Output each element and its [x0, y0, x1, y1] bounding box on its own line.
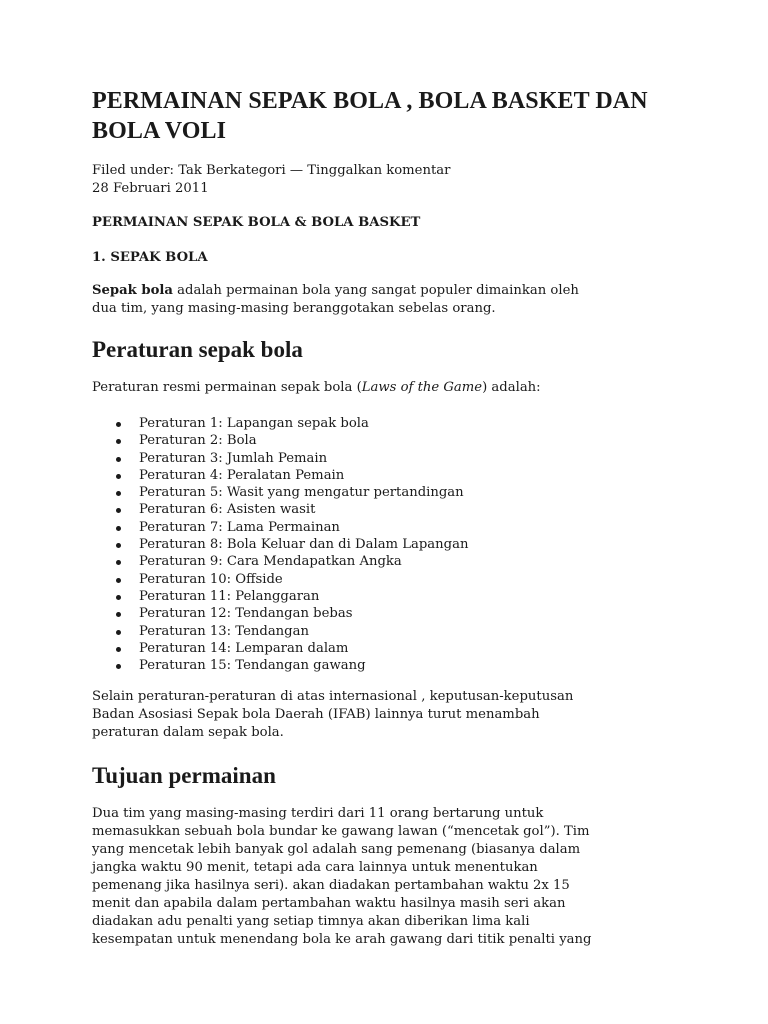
rule-text: Peraturan 10: Offside	[139, 571, 283, 587]
bullet-icon	[116, 439, 121, 444]
bullet-icon	[116, 560, 121, 565]
goal-line: Dua tim yang masing-masing terdiri dari 11 orang bertarung untuk	[92, 806, 544, 822]
document-body	[92, 86, 692, 949]
rule-text: Peraturan 6: Asisten wasit	[139, 502, 316, 518]
list-item	[92, 536, 692, 553]
bullet-icon	[116, 630, 121, 635]
rules-intro-after: ) adalah:	[482, 380, 541, 395]
list-item	[92, 605, 692, 622]
goal-heading: Tujuan permainan	[92, 763, 276, 789]
document-title	[92, 86, 692, 146]
bullet-icon	[116, 526, 121, 531]
intro-bold-term: Sepak bola	[92, 283, 173, 298]
bullet-icon	[116, 595, 121, 600]
intro-line-2: dua tim, yang masing-masing beranggotakan sebelas orang.	[92, 301, 496, 316]
goal-line: yang mencetak lebih banyak gol adalah sang pemenang (biasanya dalam	[92, 842, 581, 858]
list-item	[92, 415, 692, 432]
bullet-icon	[116, 664, 121, 669]
bullet-icon	[116, 474, 121, 479]
list-item	[92, 640, 692, 657]
goal-line: kesempatan untuk menendang bola ke arah gawang dari titik penalti yang	[92, 932, 592, 948]
list-item	[92, 623, 692, 640]
bullet-icon	[116, 543, 121, 548]
list-item	[92, 501, 692, 518]
bullet-icon	[116, 578, 121, 583]
bullet-icon	[116, 612, 121, 617]
rule-text: Peraturan 2: Bola	[139, 433, 257, 449]
rule-text: Peraturan 4: Peralatan Pemain	[139, 467, 345, 483]
filed-under-line: Filed under: Tak Berkategori — Tinggalkan komentar	[92, 163, 451, 178]
intro-paragraph	[92, 282, 692, 318]
post-meta	[92, 162, 692, 198]
list-item	[92, 432, 692, 449]
rule-text: Peraturan 11: Pelanggaran	[139, 588, 320, 604]
post-date: 28 Februari 2011	[92, 181, 209, 196]
rule-text: Peraturan 5: Wasit yang mengatur pertandingan	[139, 485, 464, 501]
list-item	[92, 519, 692, 536]
rule-text: Peraturan 3: Jumlah Pemain	[139, 450, 328, 466]
rule-text: Peraturan 12: Tendangan bebas	[139, 606, 353, 622]
goal-line: menit dan apabila dalam pertambahan waktu hasilnya masih seri akan	[92, 896, 566, 912]
bullet-icon	[116, 491, 121, 496]
section-heading: PERMAINAN SEPAK BOLA & BOLA BASKET	[92, 215, 421, 230]
bullet-icon	[116, 508, 121, 513]
goal-line: memasukkan sebuah bola bundar ke gawang lawan (“mencetak gol”). Tim	[92, 824, 590, 840]
after-rules-paragraph	[92, 688, 692, 742]
bullet-icon	[116, 422, 121, 427]
list-item	[92, 467, 692, 484]
intro-line-1-rest: adalah permainan bola yang sangat populer dimainkan oleh	[172, 283, 579, 298]
list-item	[92, 450, 692, 467]
rules-intro-paragraph	[92, 379, 692, 397]
list-item	[92, 588, 692, 605]
bullet-icon	[116, 457, 121, 462]
rule-text: Peraturan 14: Lemparan dalam	[139, 640, 349, 656]
rule-text: Peraturan 13: Tendangan	[139, 623, 309, 639]
goal-paragraph	[92, 805, 692, 949]
rules-heading: Peraturan sepak bola	[92, 337, 303, 362]
rules-intro-italic: Laws of the Game	[361, 380, 483, 395]
list-item	[92, 484, 692, 501]
rule-text: Peraturan 15: Tendangan gawang	[139, 658, 366, 674]
goal-line: pemenang jika hasilnya seri). akan diadakan pertambahan waktu 2x 15	[92, 878, 570, 894]
rule-text: Peraturan 9: Cara Mendapatkan Angka	[139, 554, 402, 570]
after-rules-line: peraturan dalam sepak bola.	[92, 725, 284, 741]
after-rules-line: Badan Asosiasi Sepak bola Daerah (IFAB) lainnya turut menambah	[92, 707, 540, 723]
document-title-line-1: PERMAINAN SEPAK BOLA , BOLA BASKET DAN	[92, 88, 648, 114]
document-title-line-2: BOLA VOLI	[92, 118, 227, 144]
rule-text: Peraturan 1: Lapangan sepak bola	[139, 416, 369, 431]
sub-heading-sepak-bola: 1. SEPAK BOLA	[92, 250, 208, 265]
list-item	[92, 571, 692, 588]
goal-line: jangka waktu 90 menit, tetapi ada cara lainnya untuk menentukan	[92, 860, 538, 876]
bullet-icon	[116, 647, 121, 652]
rule-text: Peraturan 7: Lama Permainan	[139, 519, 340, 535]
rules-list	[92, 415, 692, 674]
list-item	[92, 553, 692, 570]
goal-line: diadakan adu penalti yang setiap timnya akan diberikan lima kali	[92, 914, 530, 930]
rules-intro-before: Peraturan resmi permainan sepak bola (	[92, 380, 362, 395]
list-item	[92, 657, 692, 674]
rule-text: Peraturan 8: Bola Keluar dan di Dalam Lapangan	[139, 537, 469, 553]
after-rules-line: Selain peraturan-peraturan di atas internasional , keputusan-keputusan	[92, 689, 574, 705]
